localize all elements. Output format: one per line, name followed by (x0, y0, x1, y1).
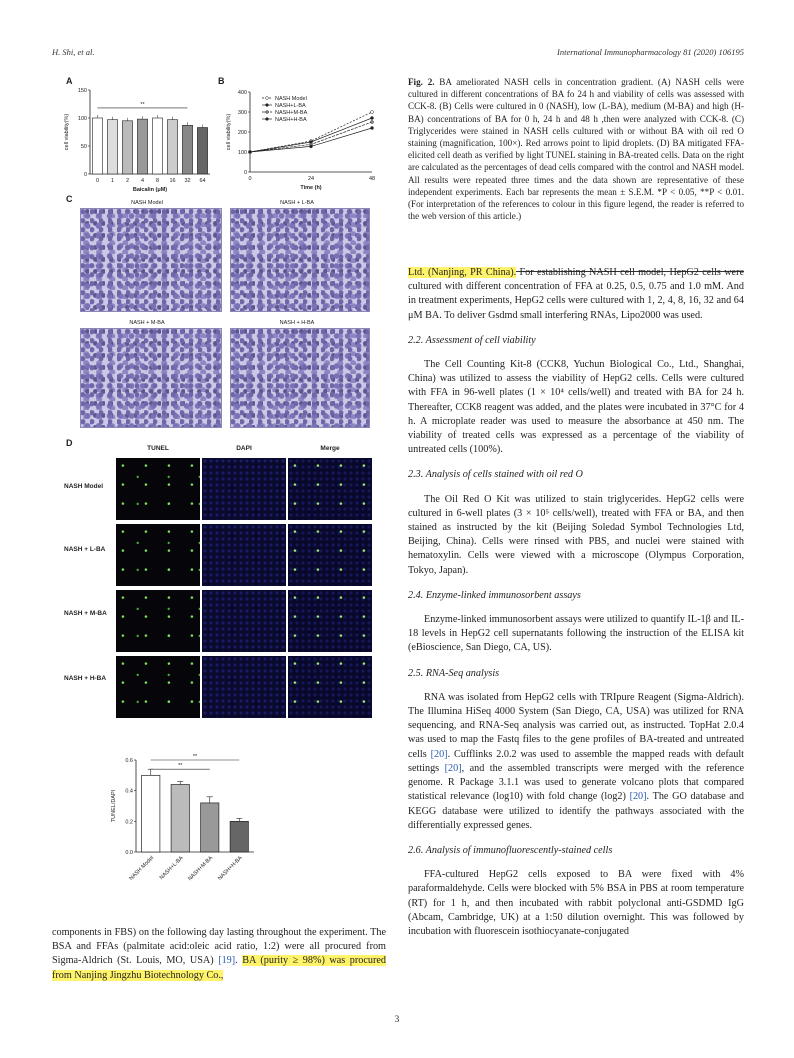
legend-label: NASH+L-BA (275, 103, 306, 109)
significance-marker: ** (192, 754, 198, 760)
significance-marker: ** (140, 101, 145, 108)
dapi-image-l-ba (202, 524, 286, 586)
right-column-text (408, 266, 744, 939)
legend-label: NASH+H-BA (275, 117, 307, 123)
oil-red-o-image-m-ba (80, 328, 222, 428)
panel-d-row-h-ba: NASH + H-BA (64, 675, 107, 682)
data-point (371, 127, 374, 130)
bar (171, 785, 189, 852)
paragraph-2-5: RNA was isolated from HepG2 cells with TRIpure Reagent (Sigma-Aldrich). The Illumina HiSeq 4000 System (San Diego, CA, USA) was utilized for RNA sequencing, and RNA-Seq analysis was carried out, as instructed. TopHat 2.0.4 was used to map the Fastq files to the gene profiles of BA-treated and untreated cells [20]. Cufflinks 2.0.2 was used to assemble the mapped reads with default settings [20], and the assembled transcripts were merged with the reference genome. R Package 3.1.1 was used to generate volcano plots that compared statistical relevance (log10) with fold change (log2) [20]. The GO database and KEGG database were utilized to identify the pathways associated with the differentially expressed genes. (408, 691, 745, 831)
bar (137, 119, 147, 174)
page-number: 3 (394, 1014, 400, 1024)
data-point (249, 151, 252, 154)
data-point (371, 121, 374, 124)
dapi-image-m-ba (202, 590, 286, 652)
panel-c-title-m-ba: NASH + M-BA (129, 320, 165, 326)
paragraph-nash-model: For establishing NASH cell model, HepG2 cells were cultured with different concentration of FFA at 0.25, 0.5, 0.75 and 1.0 mM. And in treatment experiments, HepG2 cells were cultured with 1, 2, 4, 8, 16, 32 and 64 μM BA. To deliver Gsdmd small interfering RNAs, Lipo2000 was used. (408, 267, 744, 321)
bar (182, 125, 192, 174)
citation-link[interactable]: [20] (444, 762, 462, 774)
bar (92, 118, 102, 174)
panel-d-row-m-ba: NASH + M-BA (64, 610, 107, 617)
x-tick-label: 8 (155, 178, 160, 184)
paragraph-2-2: The Cell Counting Kit-8 (CCK8, Yuchun Biological Co., Ltd., Shanghai, China) was utilized to assess the viability of HepG2 cells. Cells were cultured with FFA in 96-well plates (1 × 10⁴ cells/well) and treated with BA for 24 h. Thereafter, CCK8 reagent was added, and the plates were incubated in 37°C for 4 h. A microplate reader was used to measure the absorbance at 450 nm. The viability of treated cells was expressed as a percentage of the viability of untreated cells (100%). (408, 359, 744, 456)
running-header-journal: International Immunopharmacology 81 (2020) 106195 (557, 47, 744, 57)
bar (201, 803, 219, 852)
panel-b-label: B (218, 76, 225, 86)
caption-lead: Fig. 2. (408, 77, 435, 87)
x-tick-label: 48 (368, 176, 376, 182)
panel-d-col-tunel: TUNEL (147, 445, 169, 452)
data-point (310, 145, 313, 148)
y-tick-label: 0.6 (125, 758, 133, 764)
legend-label: NASH+M-BA (275, 110, 308, 116)
merge-image-h-ba (288, 656, 372, 718)
paragraph-2-4: Enzyme-linked immunosorbent assays were utilized to quantify IL-1β and IL-18 levels in HepG2 cell supernatants following the instruction of the ELISA kit (eBioscience, San Diego, CA, US). (408, 614, 744, 654)
y-tick-label: 0.4 (125, 788, 133, 795)
x-tick-label: 4 (140, 178, 145, 184)
x-tick-label: NASH Model (128, 855, 156, 882)
oil-red-o-image-h-ba (230, 328, 370, 428)
panel-d-label: D (66, 438, 73, 448)
significance-marker: ** (178, 763, 183, 770)
y-tick-label: 0 (243, 170, 247, 176)
citation-link[interactable]: [20] (430, 748, 448, 760)
legend-marker (266, 111, 269, 114)
merge-image-m-ba (288, 590, 372, 652)
caption-text: BA ameliorated NASH cells in concentration gradient. (A) NASH cells were cultured in different concentrations of BA fo 24 h and viability of cells was assessed with CCK-8. (B) Cells were cultured in 0 (NASH), low (L-BA), medium (M-BA) and high (H-BA) concentrations of BA for 0 h, 24 h and 48 h ,then were analyzed with CCK-8. (C) Triglycerides were stained in NASH cells cultured with or without BA with oil red O staining (magnification, 100×). Red arrows point to lipid droplets. (D) BA mitigated FFA-elicited cell death as verified by light TUNEL staining in BA-treated cells. Data on the right are calculated as the percentages of dead cells compared with the control and NASH model. All results were repeated three times and the data shown are representative of these independent experiments. Each bar represents the mean ± S.E.M. *P < 0.05, **P < 0.01. (For interpretation of the references to colour in this figure legend, the reader is referred to the web version of this article.) (408, 77, 744, 222)
dapi-image-model (202, 458, 286, 520)
legend-marker (266, 104, 269, 107)
x-tick-label: 2 (125, 178, 130, 184)
panel-d-row-model: NASH Model (64, 483, 103, 490)
section-heading-2-3: 2.3. Analysis of cells stained with oil red O (408, 469, 583, 481)
highlighted-text: Ltd. (Nanjing, PR China). (408, 267, 517, 278)
section-heading-2-5: 2.5. RNA-Seq analysis (408, 667, 500, 679)
panel-a-label: A (66, 76, 73, 86)
oil-red-o-image-l-ba (230, 208, 370, 312)
citation-link[interactable]: [20] (629, 791, 647, 803)
x-tick-label: 1 (110, 178, 115, 184)
x-axis-label: Time (h) (300, 185, 322, 191)
y-tick-label: 400 (237, 90, 247, 96)
merge-image-l-ba (288, 524, 372, 586)
bar (152, 118, 162, 174)
panel-c-title-h-ba: NASH + H-BA (279, 320, 315, 326)
section-heading-2-2: 2.2. Assessment of cell viability (408, 334, 536, 346)
data-point (371, 111, 374, 114)
bar (107, 120, 117, 174)
highlighted-text: BA (purity ≥ 98%) was procured from Nanjing Jingzhu Biotechnology Co., (52, 955, 386, 981)
y-tick-label: 50 (80, 144, 87, 150)
bar (142, 775, 160, 852)
panel-c-label: C (66, 194, 73, 204)
x-tick-label: 16 (169, 178, 176, 184)
panel-a-bar-chart (60, 84, 218, 196)
panel-d-col-merge: Merge (320, 445, 340, 452)
paragraph-2-3: The Oil Red O Kit was utilized to stain triglycerides. HepG2 cells were cultured in 6-well plates (3 × 10⁵ cells/well), treated with FFA or BA, and then stained as instructed by the kit (Beijing Soledad Symbol Technologies Ltd, Beijing, China). Cells were rinsed with PBS, and nuclei were stained with hematoxylin. Cells were viewed with a microscope (Olympus Corporation, Tokyo, Japan). (408, 493, 744, 576)
bar (122, 121, 132, 174)
x-tick-label: 64 (199, 178, 206, 184)
oil-red-o-image-model (80, 208, 222, 312)
tunel-image-h-ba (116, 656, 200, 718)
bar (167, 120, 177, 174)
running-header-authors: H. Shi, et al. (52, 47, 95, 57)
x-tick-label: NASH+L-BA (158, 855, 185, 882)
x-tick-label: 32 (184, 178, 191, 184)
legend-marker (266, 97, 269, 100)
tunel-image-l-ba (116, 524, 200, 586)
paragraph-2-6: FFA-cultured HepG2 cells exposed to BA were fixed with 4% paraformaldehyde. Cells were blocked with 5% BSA in PBS at room temperature (RT) for 1 h, and then incubated with rabbit polyclonal anti-GSDMD IgG (Abcam, Cambridge, UK) at a 1:50 dilution overnight. This was followed by incubation with fluorescein isothiocyanate-conjugated (408, 869, 744, 937)
y-tick-label: 0.2 (125, 819, 133, 826)
x-tick-label: 0 (95, 178, 100, 184)
legend-label: NASH Model (275, 96, 307, 102)
figure-caption (408, 76, 744, 222)
x-tick-label: 24 (307, 176, 315, 182)
y-tick-label: 200 (237, 130, 247, 136)
bar (230, 821, 248, 852)
panel-d-col-dapi: DAPI (236, 445, 252, 452)
bar (197, 128, 207, 174)
panel-c-title-l-ba: NASH + L-BA (280, 200, 314, 206)
y-axis-label: cell viability(%) (64, 113, 70, 151)
legend-marker (266, 118, 269, 121)
section-heading-2-4: 2.4. Enzyme-linked immunosorbent assays (408, 589, 581, 601)
y-tick-label: 300 (237, 110, 247, 116)
panel-d-tunel-bar-chart (106, 746, 270, 896)
paragraph-ffa-text: components in FBS) on the following day lasting throughout the experiment. The BSA and FFAs (palmitate acid:oleic acid ratio, 1:2) were all procured from Sigma-Aldrich (St. Louis, MO, USA) (52, 927, 386, 967)
section-heading-2-6: 2.6. Analysis of immunofluorescently-stained cells (408, 844, 613, 856)
y-tick-label: 100 (77, 116, 87, 122)
left-column-text: components in FBS) on the following day lasting throughout the experiment. The BSA and FFAs (palmitate acid:oleic acid ratio, 1:2) were all procured from Sigma-Aldrich (St. Louis, MO, USA) [19]. BA (purity ≥ 98%) was procured from Nanjing Jingzhu Biotechnology Co., (52, 927, 386, 981)
citation-link[interactable]: [19] (218, 955, 236, 967)
data-point (371, 117, 374, 120)
y-tick-label: 0.0 (125, 850, 133, 856)
dapi-image-h-ba (202, 656, 286, 718)
x-axis-label: Baicalin (μM) (132, 187, 168, 193)
x-tick-label: 0 (248, 176, 252, 182)
panel-b-line-chart (222, 84, 390, 196)
y-tick-label: 0 (83, 172, 87, 178)
x-tick-label: NASH+H-BA (217, 855, 244, 882)
y-axis-label: cell viability(%) (226, 113, 232, 151)
panel-c-title-model: NASH Model (131, 200, 163, 206)
merge-image-model (288, 458, 372, 520)
x-tick-label: NASH+M-BA (187, 855, 215, 883)
y-tick-label: 150 (77, 88, 87, 94)
tunel-image-model (116, 458, 200, 520)
y-axis-label: TUNEL/DAPI (111, 789, 117, 823)
panel-d-row-l-ba: NASH + L-BA (64, 546, 106, 553)
tunel-image-m-ba (116, 590, 200, 652)
y-tick-label: 100 (237, 150, 247, 156)
